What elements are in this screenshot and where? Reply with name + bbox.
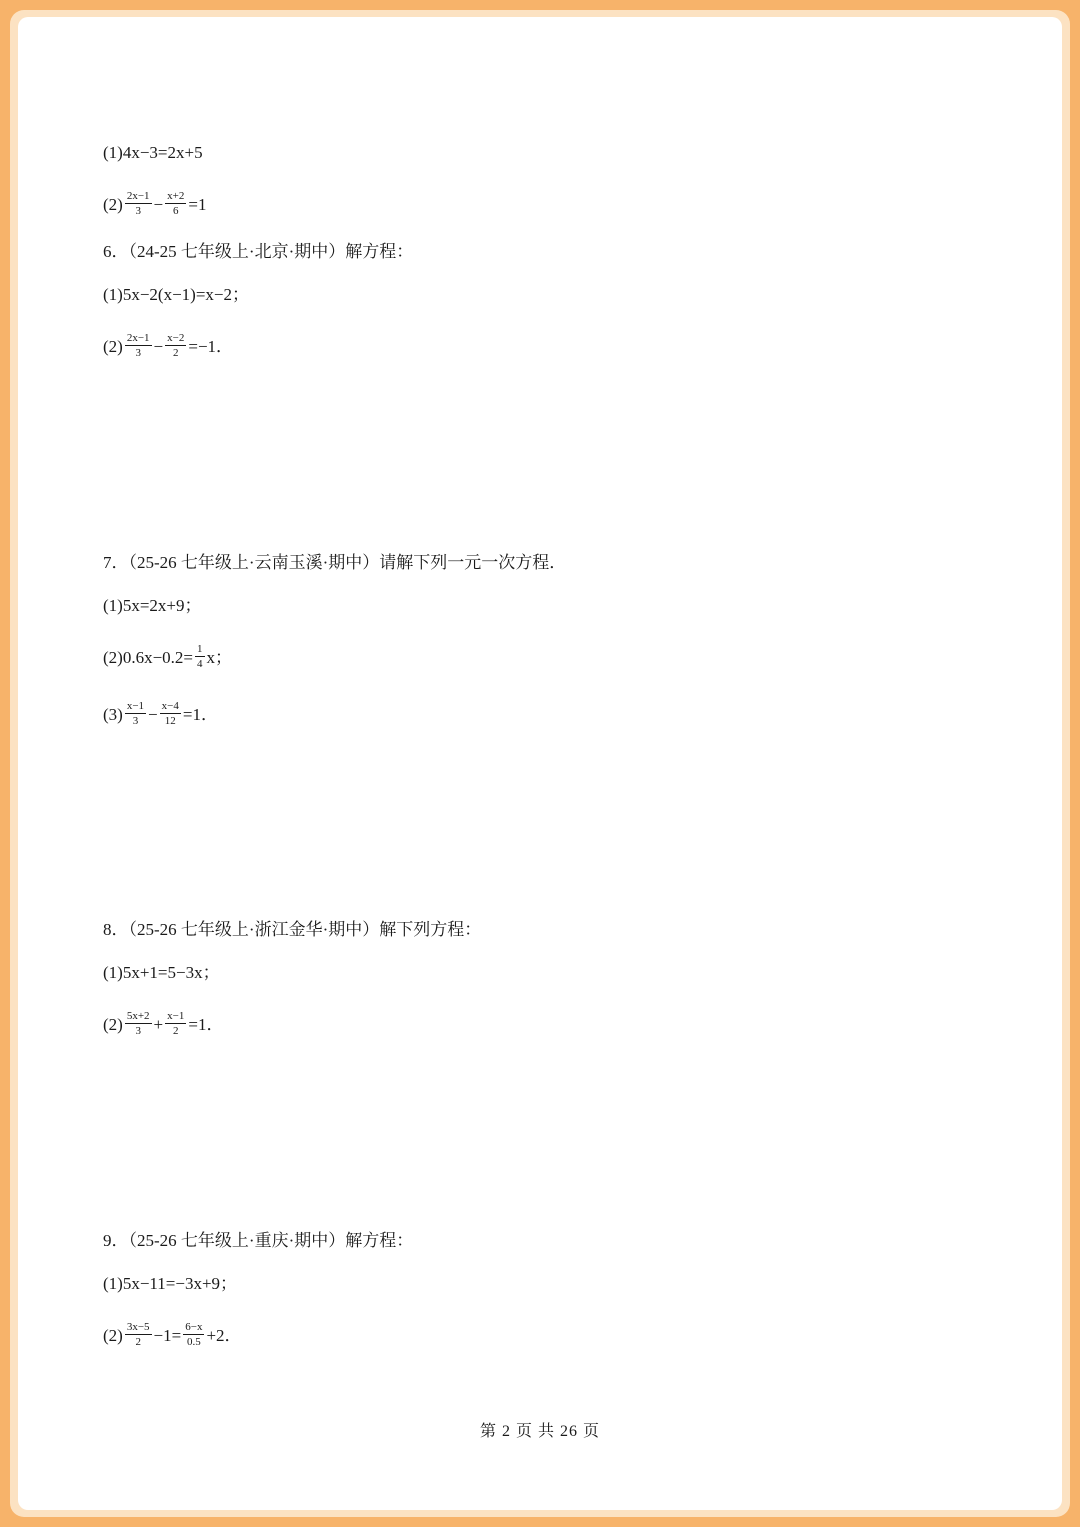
equation-line: (1)5x+1=5−3x； xyxy=(103,963,220,982)
question-heading: 8．（25-26 七年级上·浙江金华·期中）解下列方程： xyxy=(103,920,482,939)
fraction: $\frac{2x-1}{3}$ xyxy=(126,190,150,217)
question-heading: 7．（25-26 七年级上·云南玉溪·期中）请解下列一元一次方程． xyxy=(103,553,567,572)
question-heading: 6．（24-25 七年级上·北京·期中）解方程： xyxy=(103,242,414,261)
fraction: $\frac{x-1}{2}$ xyxy=(167,1010,185,1037)
equation-line: (2) $\frac{3x-5}{2}$ −1= $\frac{6-x}{0.5}$ +2． xyxy=(103,1321,242,1348)
fraction: $\frac{x-1}{3}$ xyxy=(126,700,145,727)
fraction: $\frac{6-x}{0.5}$ xyxy=(185,1321,203,1348)
fraction: $\frac{x+2}{6}$ xyxy=(167,190,185,217)
question-heading: 9．（25-26 七年级上·重庆·期中）解方程： xyxy=(103,1231,414,1250)
equation-line: (1)5x−11=−3x+9； xyxy=(103,1274,238,1293)
fraction: $\frac{5x+2}{3}$ xyxy=(126,1010,150,1037)
fraction: $\frac{3x-5}{2}$ xyxy=(126,1321,150,1348)
equation-line: (2) $\frac{2x-1}{3}$ − $\frac{x-2}{2}$ =−1． xyxy=(103,332,234,359)
equation-line: (1)5x−2(x−1)=x−2； xyxy=(103,285,249,304)
fraction: $\frac{2x-1}{3}$ xyxy=(126,332,150,359)
equation-line: (3) $\frac{x-1}{3}$ − $\frac{x-4}{12}$ =1． xyxy=(103,700,218,727)
fraction: $\frac{x-2}{2}$ xyxy=(167,332,185,359)
equation-line: (1)5x=2x+9； xyxy=(103,596,202,615)
equation-line: (2) $\frac{5x+2}{3}$ + $\frac{x-1}{2}$ =1． xyxy=(103,1010,224,1037)
equation-line: (2) $\frac{2x-1}{3}$ − $\frac{x+2}{6}$ =1 xyxy=(103,190,207,217)
fraction: $\frac{x-4}{12}$ xyxy=(161,700,179,727)
page-footer: 第 2 页 共 26 页 xyxy=(479,1423,600,1440)
fraction: $\frac{1}{4}$ xyxy=(197,643,203,670)
equation-line: (2)0.6x−0.2= $\frac{1}{4}$ x； xyxy=(103,643,232,670)
equation-line: (1)4x−3=2x+5 xyxy=(103,143,203,162)
